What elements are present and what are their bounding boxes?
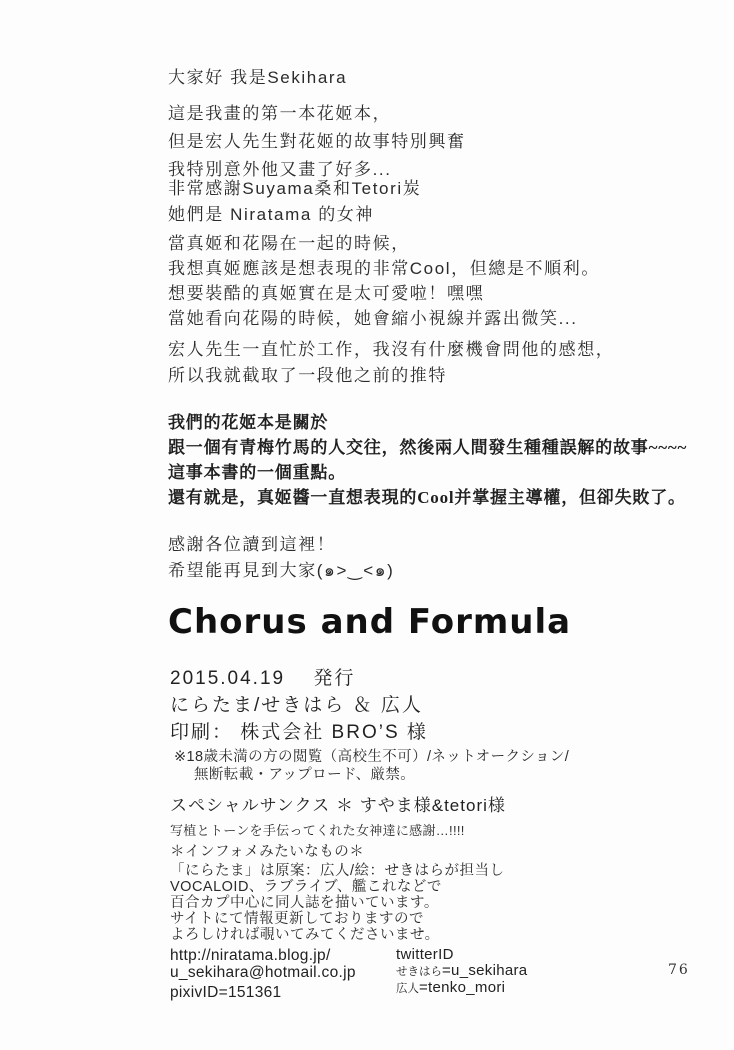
twitter-entry (396, 963, 527, 980)
text-line: 這事本書的一個重點。 (168, 463, 346, 482)
info-line: 「にらたま」は原案：広人/絵：せきはらが担当し (170, 863, 505, 879)
text-line: 當真姬和花陽在一起的時候， (168, 234, 410, 253)
text-line: 我們的花姬本是關於 (168, 413, 329, 432)
info-line: サイトにて情報更新しておりますので (170, 911, 424, 927)
info-line: 百合カプ中心に同人誌を描いています。 (170, 895, 439, 911)
special-thanks-note: 写植とトーンを手伝ってくれた女神達に感謝…!!!! (170, 823, 465, 838)
paragraph-maki-cool (168, 231, 600, 331)
paragraph-thanks-goddesses (168, 176, 421, 228)
info-header: ＊インフォメみたいなもの＊ (170, 844, 365, 860)
twitter-header: twitterID (396, 946, 454, 963)
text-line: 當她看向花陽的時候，她會縮小視線并露出微笑... (168, 309, 578, 328)
colophon-block (170, 665, 428, 746)
twitter-entry-id: =u_sekihara (442, 962, 528, 979)
text-line: 非常感謝Suyama桑和Tetori炭 (168, 179, 422, 198)
paragraph-first-book (168, 100, 466, 184)
text-line: 還有就是，真姬醬一直想表現的Cool并掌握主導權，但卻失敗了。 (168, 488, 686, 507)
pixiv-id: pixivID=151361 (170, 984, 282, 1001)
twitter-entry (396, 980, 527, 997)
paragraph-farewell (168, 532, 394, 584)
text-line: 我特別意外他又畫了好多... (168, 160, 392, 179)
text-line: 這是我畫的第一本花姬本， (168, 104, 392, 123)
text-line: 宏人先生一直忙於工作，我沒有什麼機會問他的感想， (168, 340, 615, 359)
circle-members-line: にらたま/せきはら ＆ 広人 (170, 695, 423, 716)
paragraph-hiroto-busy (168, 337, 614, 389)
contact-twitter-block (396, 947, 527, 997)
text-line: 感謝各位讀到這裡！ (168, 535, 336, 554)
notice-block (174, 748, 569, 784)
book-title-block (168, 602, 571, 642)
text-line: 希望能再見到大家(๑>‿<๑) (168, 561, 395, 580)
text-line: 跟一個有青梅竹馬的人交往，然後兩人間發生種種誤解的故事~~~~ (168, 438, 688, 457)
contact-web-block (170, 947, 356, 1001)
publish-date-line: 2015.04.19 発行 (170, 668, 356, 689)
email-address: u_sekihara@hotmail.co.jp (170, 964, 356, 981)
twitter-entry-name: せきはら (396, 966, 442, 978)
info-block (170, 844, 505, 943)
notice-line: 無断転載・アップロード、厳禁。 (194, 767, 416, 783)
greeting-line: 大家好 我是Sekihara (168, 68, 348, 87)
special-thanks-line: スペシャルサンクス ＊ すやま様&tetori様 (170, 796, 506, 815)
text-line: 但是宏人先生對花姬的故事特別興奮 (168, 132, 466, 151)
text-line: 她們是 Niratama 的女神 (168, 205, 375, 224)
paragraph-book-theme (168, 410, 687, 510)
text-line: 我想真姬應該是想表現的非常Cool，但總是不順利。 (168, 259, 600, 278)
special-thanks-block (170, 791, 506, 839)
text-line: 所以我就截取了一段他之前的推特 (168, 366, 447, 385)
info-line: よろしければ覗いてみてくださいませ。 (170, 927, 440, 943)
printer-line: 印刷： 株式会社 BRO’S 様 (170, 722, 428, 743)
twitter-entry-id: =tenko_mori (419, 979, 506, 996)
info-line: VOCALOID、ラブライブ、艦これなどで (170, 879, 442, 895)
greeting-block (168, 64, 347, 92)
website-url: http://niratama.blog.jp/ (170, 947, 331, 964)
book-title: Chorus and Formula (168, 602, 572, 642)
page-number: 76 (668, 962, 690, 978)
notice-line: ※18歳未満の方の閲覧（高校生不可）/ネットオークション/ (174, 749, 570, 765)
twitter-entry-name: 広人 (396, 983, 419, 995)
text-line: 想要裝酷的真姬實在是太可愛啦！嘿嘿 (168, 284, 485, 303)
